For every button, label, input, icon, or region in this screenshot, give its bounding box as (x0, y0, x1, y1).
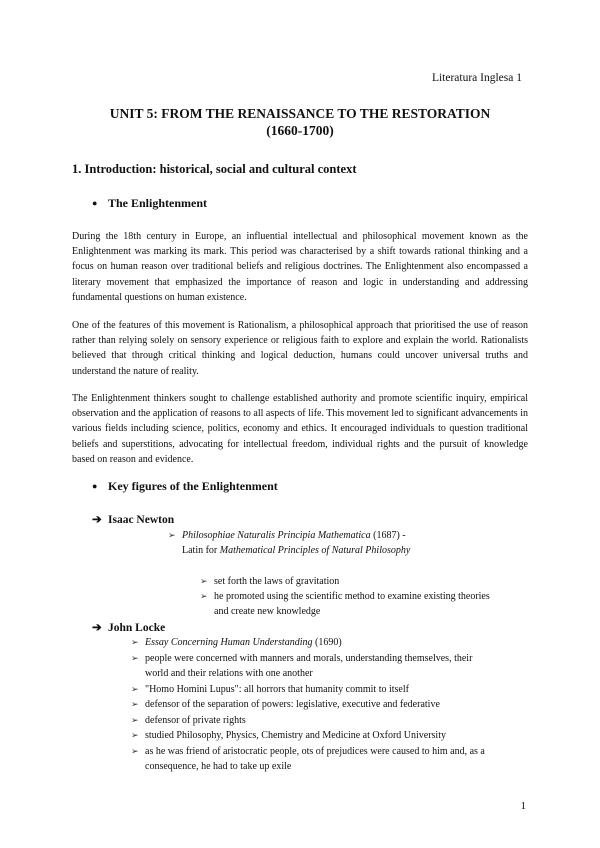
arrow-right-icon: ➔ (92, 514, 102, 526)
newton-work-translation (182, 543, 410, 558)
work-title: Philosophiae Naturalis Principia Mathematica (182, 530, 371, 541)
bullet-icon: ● (92, 481, 98, 491)
locke-point: ➢ people were concerned with manners and morals, understanding themselves, their (131, 653, 473, 664)
paragraph: One of the features of this movement is Rationalism, a philosophical approach that prioritised the use of reason rather than relying solely on sensory experience or religious faith to explore and explain the world. Rationalists believed that through critical thinking and logical deduction, humans could uncover universal truths and understand the nature of reality. (72, 320, 528, 377)
locke-point: ➢ as he was friend of aristocratic people, ots of prejudices were caused to him and, as a (131, 746, 485, 757)
bullet-heading-label: Key figures of the Enlightenment (108, 479, 278, 493)
figure-heading-newton (92, 512, 174, 526)
newton-point: ➢ he promoted using the scientific method to examine existing theories (200, 591, 490, 602)
figure-heading-locke (92, 620, 165, 634)
arrow-right-icon: ➔ (92, 622, 102, 634)
page-number: 1 (520, 800, 526, 812)
locke-point: ➢ defensor of private rights (131, 715, 246, 726)
figure-name: Isaac Newton (108, 514, 175, 526)
bullet-heading-label: The Enlightenment (108, 196, 208, 210)
locke-point-continuation: consequence, he had to take up exile (145, 761, 292, 772)
locke-point: ➢ "Homo Homini Lupus": all horrors that humanity commit to itself (131, 684, 409, 695)
page-header: Literatura Inglesa 1 (431, 72, 522, 84)
paragraph: The Enlightenment thinkers sought to challenge established authority and promote scientific inquiry, empirical observation and the application of reasons to all aspects of life. This movement led to significant advancements in various fields including science, politics, economy and ethics. It encouraged individuals to question traditional beliefs and superstitions, advocating for intellectual freedom, individual rights and the pursuit of knowledge based on reason and evidence. (72, 393, 528, 465)
bullet-heading-enlightenment (92, 196, 207, 211)
arrowhead-bullet-icon: ➢ (131, 699, 139, 709)
locke-point: ➢ studied Philosophy, Physics, Chemistry and Medicine at Oxford University (131, 730, 446, 741)
section-heading: 1. Introduction: historical, social and cultural context (72, 162, 357, 176)
arrowhead-bullet-icon: ➢ (131, 730, 139, 740)
bullet-heading-key-figures (92, 479, 278, 494)
arrowhead-bullet-icon: ➢ (131, 637, 139, 647)
arrowhead-bullet-icon: ➢ (200, 576, 208, 586)
arrowhead-bullet-icon: ➢ (200, 591, 208, 601)
unit-title: UNIT 5: FROM THE RENAISSANCE TO THE RESTORATION (109, 106, 491, 121)
work-year: (1690) (312, 637, 342, 648)
locke-point: ➢ defensor of the separation of powers: legislative, executive and federative (131, 699, 440, 710)
newton-point: ➢ set forth the laws of gravitation (200, 576, 340, 587)
arrowhead-bullet-icon: ➢ (131, 746, 139, 756)
bullet-icon: ● (92, 198, 98, 208)
latin-title: Mathematical Principles of Natural Philosophy (219, 545, 411, 556)
work-title: Essay Concerning Human Understanding (145, 637, 313, 648)
paragraph: During the 18th century in Europe, an influential intellectual and philosophical movement known as the Enlightenment was marking its mark. This period was characterised by a shift towards rational thinking and a focus on human reason over traditional beliefs and religious doctrines. The Enlightenment also encompassed a literary movement that emphasized the importance of reason and logic in understanding and addressing fundamental questions on human existence. (72, 231, 528, 303)
work-year: (1687) - (370, 530, 406, 541)
figure-name: John Locke (108, 622, 166, 634)
newton-work (168, 528, 406, 543)
arrowhead-bullet-icon: ➢ (131, 653, 139, 663)
unit-title-dates: (1660-1700) (266, 123, 334, 138)
arrowhead-bullet-icon: ➢ (168, 530, 176, 540)
newton-point-continuation: and create new knowledge (214, 606, 321, 617)
locke-point-continuation: world and their relations with one another (145, 668, 313, 679)
arrowhead-bullet-icon: ➢ (131, 715, 139, 725)
latin-prefix: Latin for (182, 545, 220, 556)
arrowhead-bullet-icon: ➢ (131, 684, 139, 694)
locke-work (131, 635, 342, 650)
